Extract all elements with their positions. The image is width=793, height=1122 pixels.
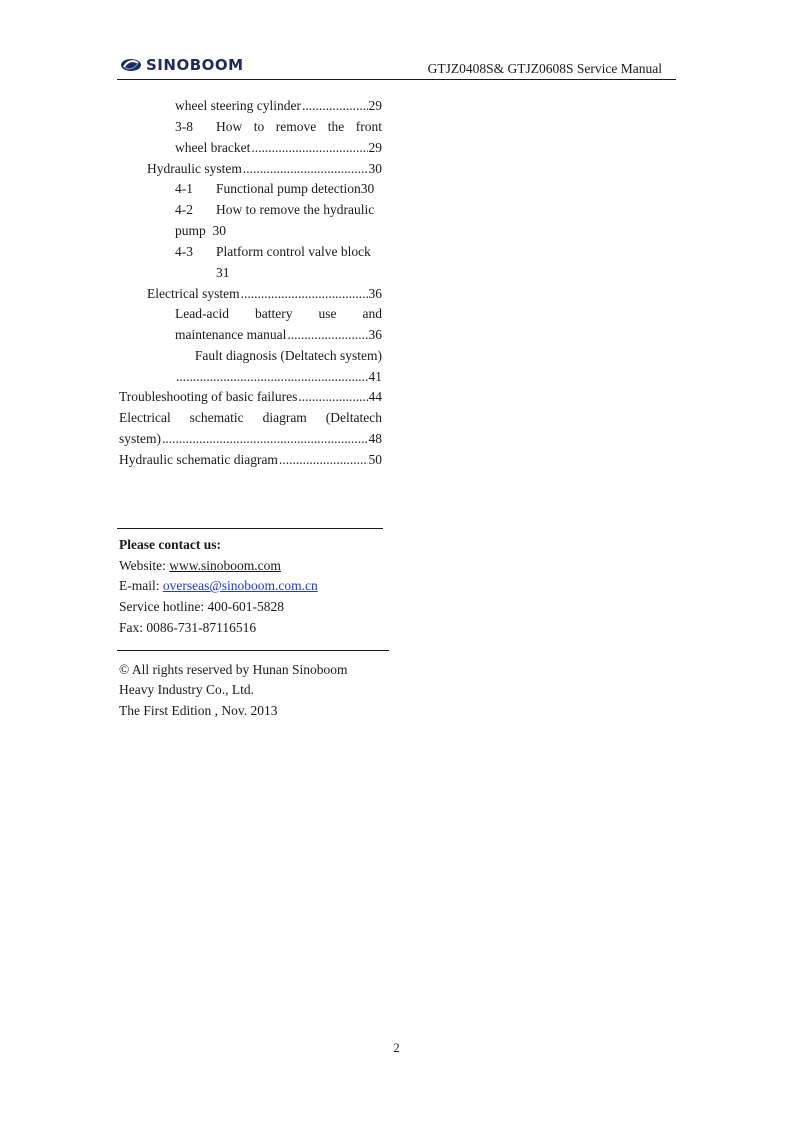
toc-entry-page: 44 (368, 389, 382, 404)
toc-entry-troubleshooting[interactable] (119, 387, 382, 407)
toc-leader-dots (287, 325, 367, 345)
toc-entry-fault-diagnosis[interactable]: Fault diagnosis (Deltatech system) (194, 348, 382, 363)
toc-word: and (362, 306, 382, 321)
toc-entry-number: 3-8 (175, 119, 193, 134)
header-rule (117, 79, 676, 80)
toc-entry-wheel-steering-cylinder[interactable] (175, 96, 382, 116)
copyright-line-2: Heavy Industry Co., Ltd. (119, 682, 254, 697)
toc-entry-electrical-system[interactable] (147, 284, 382, 304)
copyright-line-1: © All rights reserved by Hunan Sinoboom (119, 662, 348, 677)
toc-entry-platform-control-valve-block[interactable] (175, 242, 382, 262)
toc-entry-number: 4-3 (175, 244, 193, 259)
edition-line: The First Edition , Nov. 2013 (119, 703, 278, 718)
toc-word: remove (275, 119, 317, 134)
toc-leader-dots (241, 284, 368, 304)
fax-number: Fax: 0086-731-87116516 (119, 620, 257, 635)
toc-word: to (253, 119, 265, 134)
website-line (119, 556, 281, 576)
email-line (119, 576, 318, 596)
toc-entry-continuation[interactable]: pump 30 (175, 223, 227, 238)
toc-entry-title: system) (119, 431, 161, 446)
toc-entry-page: 36 (368, 286, 382, 301)
toc-word: the (327, 119, 345, 134)
toc-entry-title: wheel steering cylinder (175, 98, 301, 113)
email-label: E-mail: (119, 578, 163, 593)
toc-entry-title: Troubleshooting of basic failures (119, 389, 298, 404)
toc-entry-remove-front-wheel-bracket[interactable] (175, 117, 382, 137)
toc-leader-dots (302, 96, 368, 116)
toc-entry-title: Electrical system (147, 286, 240, 301)
toc-entry-page: 41 (368, 369, 382, 384)
toc-word: battery (254, 306, 293, 321)
toc-entry-title: How to remove the hydraulic (216, 202, 375, 217)
toc-entry-title: maintenance manual (175, 327, 287, 342)
toc-entry-lead-acid-battery[interactable] (175, 304, 382, 324)
toc-entry-functional-pump-detection[interactable] (175, 179, 382, 199)
website-link[interactable]: www.sinoboom.com (169, 558, 281, 573)
service-hotline: Service hotline: 400-601-5828 (119, 599, 284, 614)
toc-entry-page: 36 (368, 327, 382, 342)
toc-word: (Deltatech (325, 410, 382, 425)
contact-bottom-rule (117, 650, 389, 651)
sinoboom-logo-icon (120, 58, 142, 72)
toc-leader-dots (298, 387, 367, 407)
toc-word: How (216, 119, 243, 134)
logo-text: SINOBOOM (146, 56, 244, 74)
toc-entry-number: 4-2 (175, 202, 193, 217)
toc-leader-dots (251, 138, 367, 158)
website-label: Website: (119, 558, 170, 573)
toc-entry-continuation[interactable]: 31 (216, 265, 230, 280)
toc-leader-dots (176, 367, 368, 387)
toc-word: front (355, 119, 382, 134)
toc-leader-dots (162, 429, 368, 449)
toc-entry-page: 48 (368, 431, 382, 446)
toc-word: Lead-acid (175, 306, 229, 321)
sinoboom-logo (120, 54, 244, 76)
toc-entry-number: 4-1 (175, 181, 193, 196)
toc-entry-page: 50 (368, 452, 382, 467)
contact-heading: Please contact us: (119, 537, 221, 552)
toc-word: Electrical (119, 410, 171, 425)
email-link[interactable]: overseas@sinoboom.com.cn (162, 578, 318, 593)
toc-entry-page: 30 (368, 161, 382, 176)
toc-entry-title (216, 117, 382, 137)
toc-word: diagram (262, 410, 307, 425)
toc-entry-title: Hydraulic schematic diagram (119, 452, 278, 467)
page-number: 2 (393, 1041, 400, 1055)
toc-entry-continuation[interactable] (175, 138, 382, 158)
toc-entry-page: 29 (368, 98, 382, 113)
toc-entry-continuation[interactable] (119, 429, 382, 449)
toc-entry-electrical-schematic[interactable] (119, 408, 382, 428)
toc-entry-title: Functional pump detection30 (216, 181, 375, 196)
manual-title: GTJZ0408S& GTJZ0608S Service Manual (427, 61, 662, 76)
toc-entry-continuation[interactable] (175, 367, 382, 387)
toc-entry-remove-hydraulic-pump[interactable] (175, 200, 382, 220)
toc-entry-hydraulic-schematic[interactable] (119, 450, 382, 470)
contact-top-rule (117, 528, 383, 529)
toc-entry-title: wheel bracket (175, 140, 251, 155)
toc-entry-title: Platform control valve block (216, 244, 371, 259)
toc-entry-page: 29 (368, 140, 382, 155)
toc-entry-hydraulic-system[interactable] (147, 159, 382, 179)
toc-word: use (318, 306, 337, 321)
toc-entry-continuation[interactable] (175, 325, 382, 345)
toc-entry-title: Hydraulic system (147, 161, 242, 176)
toc-leader-dots (243, 159, 368, 179)
toc-leader-dots (279, 450, 368, 470)
toc-word: schematic (189, 410, 244, 425)
